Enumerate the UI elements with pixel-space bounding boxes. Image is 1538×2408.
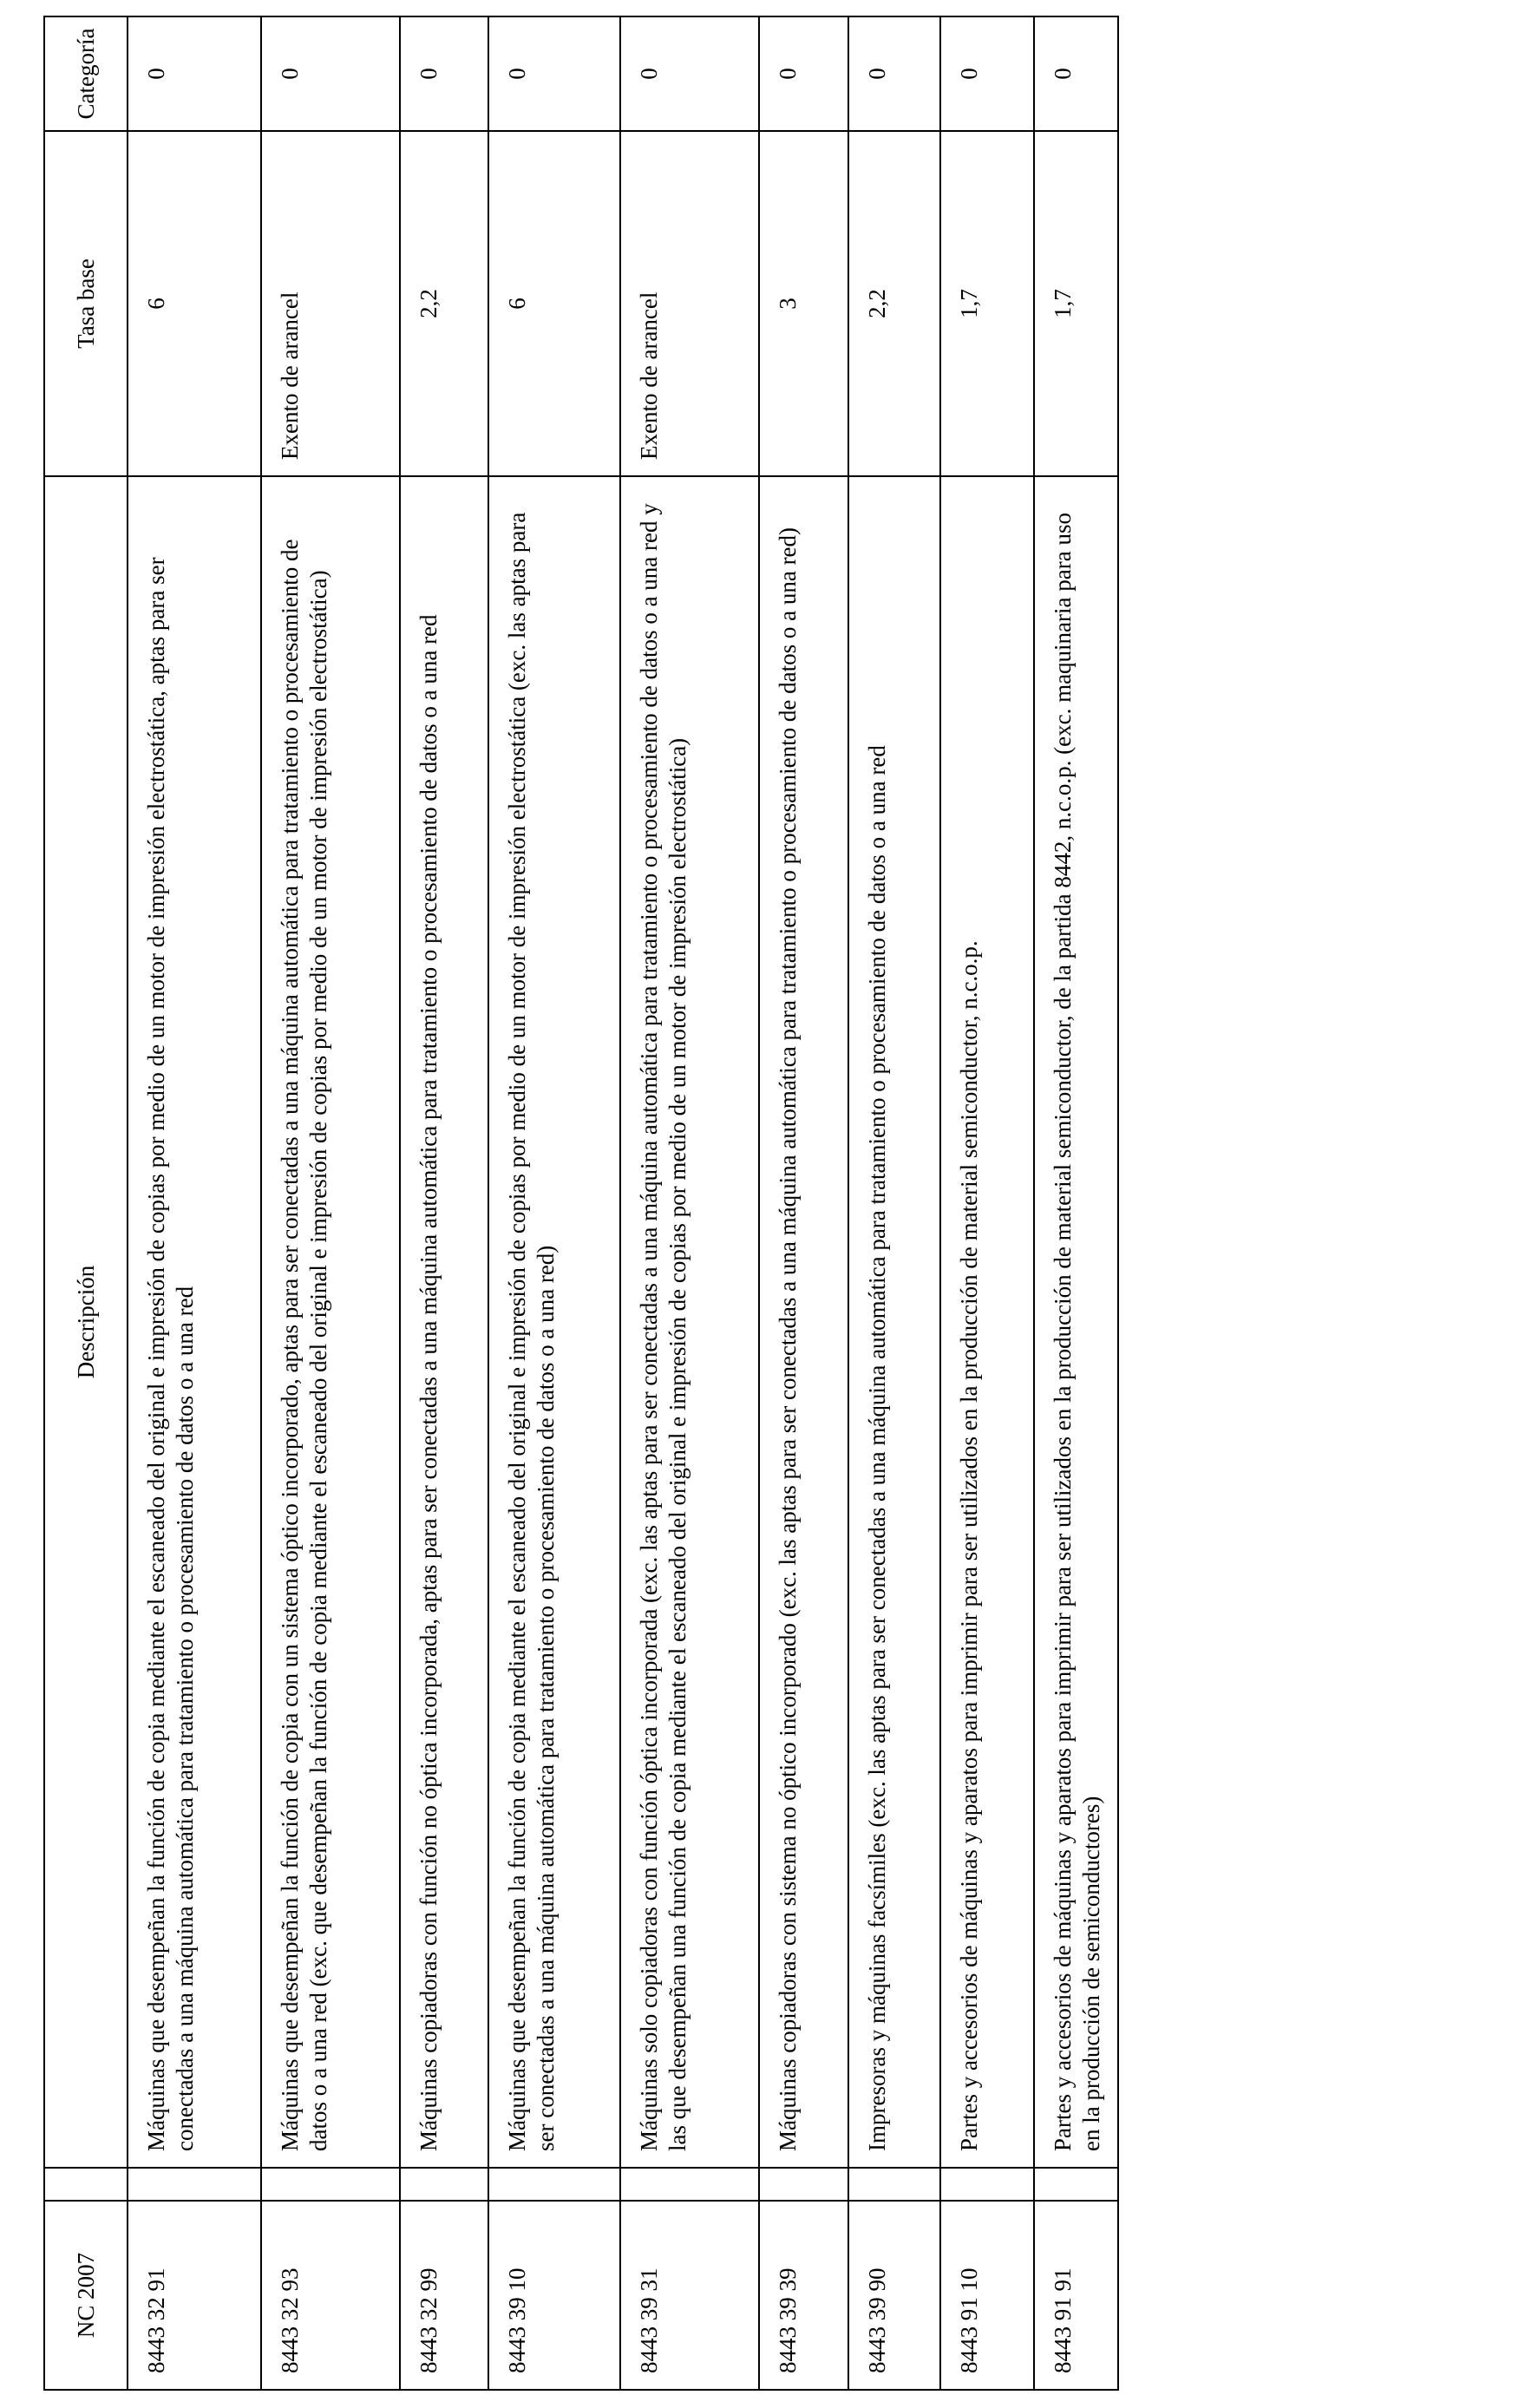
header-spacer <box>44 2168 128 2201</box>
cell-code: 8443 39 10 <box>488 2201 621 2390</box>
table-row <box>620 16 759 2390</box>
cell-spacer <box>940 2168 1034 2201</box>
cell-category: 0 <box>1034 16 1118 131</box>
cell-description: Partes y accesorios de máquinas y aparatos para imprimir para ser utilizados en la producción de material semiconductor, n.c.o.p. <box>940 476 1034 2168</box>
cell-rate: Exento de arancel <box>261 131 400 476</box>
header-row <box>44 16 128 2390</box>
header-description: Descripción <box>44 476 128 2168</box>
cell-category: 0 <box>128 16 261 131</box>
header-rate: Tasa base <box>44 131 128 476</box>
table-body <box>128 16 1118 2390</box>
cell-description: Máquinas copiadoras con sistema no óptico incorporado (exc. las aptas para ser conectadas a una máquina automática para tratamiento o procesamiento de datos o a una red) <box>759 476 848 2168</box>
cell-rate: 2,2 <box>400 131 488 476</box>
header-code: NC 2007 <box>44 2201 128 2390</box>
cell-description: Impresoras y máquinas facsímiles (exc. las aptas para ser conectadas a una máquina automática para tratamiento o procesamiento de datos o a una red <box>848 476 939 2168</box>
table-row <box>488 16 621 2390</box>
cell-code: 8443 39 39 <box>759 2201 848 2390</box>
cell-description: Máquinas que desempeñan la función de copia mediante el escaneado del original e impresión de copias por medio de un motor de impresión electrostática, aptas para ser conectadas a una máquina automática para tratamiento o procesamiento de datos o a una red <box>128 476 261 2168</box>
cell-rate: 6 <box>128 131 261 476</box>
tariff-table <box>43 16 1119 2391</box>
table-row <box>400 16 488 2390</box>
cell-category: 0 <box>620 16 759 131</box>
rotated-page <box>43 17 1119 2391</box>
table-row <box>261 16 400 2390</box>
cell-code: 8443 91 10 <box>940 2201 1034 2390</box>
cell-rate: 1,7 <box>940 131 1034 476</box>
cell-category: 0 <box>261 16 400 131</box>
cell-spacer <box>1034 2168 1118 2201</box>
header-category: Categoría <box>44 16 128 131</box>
table-header <box>44 16 128 2390</box>
cell-spacer <box>848 2168 939 2201</box>
cell-description: Máquinas que desempeñan la función de copia con un sistema óptico incorporado, aptas para ser conectadas a una máquina automática para tratamiento o procesamiento de datos o a una red (exc. que desempeñan la función de copia mediante el escaneado del original e impresión de copias por medio de un motor de impresión electrostática) <box>261 476 400 2168</box>
cell-description: Partes y accesorios de máquinas y aparatos para imprimir para ser utilizados en la producción de material semiconductor, de la partida 8442, n.c.o.p. (exc. maquinaria para uso en la producción de semiconductores) <box>1034 476 1118 2168</box>
cell-rate: 2,2 <box>848 131 939 476</box>
cell-spacer <box>128 2168 261 2201</box>
cell-code: 8443 32 99 <box>400 2201 488 2390</box>
cell-code: 8443 39 90 <box>848 2201 939 2390</box>
cell-code: 8443 32 91 <box>128 2201 261 2390</box>
cell-spacer <box>261 2168 400 2201</box>
cell-spacer <box>488 2168 621 2201</box>
cell-category: 0 <box>488 16 621 131</box>
cell-spacer <box>400 2168 488 2201</box>
table-row <box>940 16 1034 2390</box>
cell-spacer <box>759 2168 848 2201</box>
cell-category: 0 <box>759 16 848 131</box>
cell-code: 8443 91 91 <box>1034 2201 1118 2390</box>
cell-rate: Exento de arancel <box>620 131 759 476</box>
cell-category: 0 <box>400 16 488 131</box>
cell-category: 0 <box>940 16 1034 131</box>
cell-description: Máquinas solo copiadoras con función óptica incorporada (exc. las aptas para ser conectadas a una máquina automática para tratamiento o procesamiento de datos o a una red y las que desempeñan una función de copia mediante el escaneado del original e impresión de copias por medio de un motor de impresión electrostática) <box>620 476 759 2168</box>
table-row <box>1034 16 1118 2390</box>
cell-rate: 6 <box>488 131 621 476</box>
cell-rate: 1,7 <box>1034 131 1118 476</box>
cell-code: 8443 39 31 <box>620 2201 759 2390</box>
cell-description: Máquinas copiadoras con función no óptica incorporada, aptas para ser conectadas a una máquina automática para tratamiento o procesamiento de datos o a una red <box>400 476 488 2168</box>
table-row <box>759 16 848 2390</box>
table-row <box>128 16 261 2390</box>
table-row <box>848 16 939 2390</box>
cell-code: 8443 32 93 <box>261 2201 400 2390</box>
cell-rate: 3 <box>759 131 848 476</box>
cell-description: Máquinas que desempeñan la función de copia mediante el escaneado del original e impresión de copias por medio de un motor de impresión electrostática (exc. las aptas para ser conectadas a una máquina automática para tratamiento o procesamiento de datos o a una red) <box>488 476 621 2168</box>
cell-category: 0 <box>848 16 939 131</box>
cell-spacer <box>620 2168 759 2201</box>
